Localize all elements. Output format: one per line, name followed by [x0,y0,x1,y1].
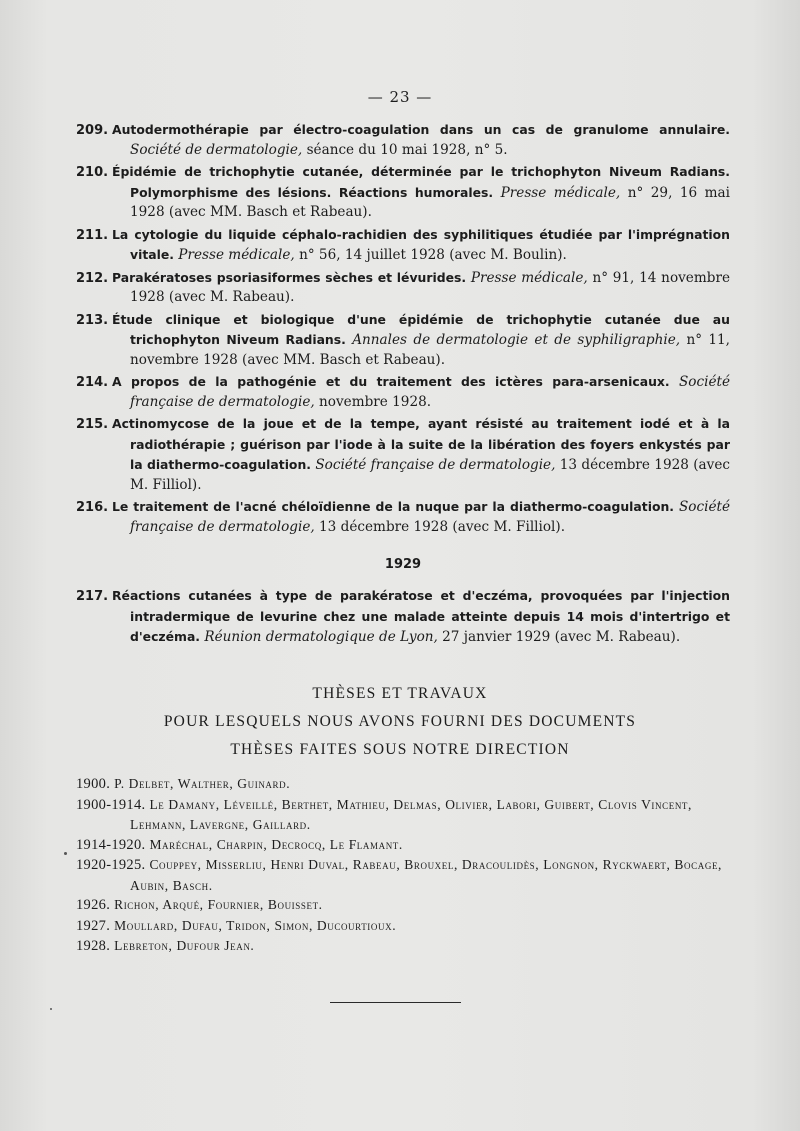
thesis-line [76,855,736,895]
bibliography-list [76,120,730,650]
thesis-years: 1914-1920. [76,836,146,853]
thesis-names: Richon, Arqué, Fournier, Bouisset. [114,897,323,912]
year-heading: 1929 [384,557,422,572]
entry-details: 27 janvier 1929 (avec M. Rabeau). [442,629,681,645]
bibliography-entry [76,372,730,412]
entries-1928 [76,120,730,537]
bibliography-entry [76,162,730,223]
paper-speck [50,1008,52,1010]
entry-details: n° 11, novembre 1928 (avec MM. Basch et Rabeau). [130,332,730,368]
thesis-years: 1927. [76,917,111,934]
entry-title: Réactions cutanées à type de parakératose et d'eczéma, provoquées par l'injection intradermique de levurine chez une malade atteinte depuis 14 mois d'intertrigo et d'eczéma. [112,588,730,644]
entry-number: 213. [76,312,109,328]
entry-source: Réunion dermatologique de Lyon, [204,629,438,645]
page-number: — 23 — [367,88,433,106]
entry-source: Société française de dermatologie, [315,457,556,473]
thesis-names: Couppey, Misserliu, Henri Duval, Rabeau, Brouxel, Dracoulidès, Longnon, Ryckwaert, Bocage, Aubin, Basch. [130,857,723,893]
entry-title: Autodermothérapie par électro-coagulation dans un cas de granulome annulaire. [112,122,730,137]
thesis-names: P. Delbet, Walther, Guinard. [114,776,291,791]
thesis-line [76,774,736,795]
bibliography-entry [76,414,730,495]
entry-number: 214. [76,375,109,390]
thesis-years: 1900-1914. [76,796,146,813]
thesis-line [76,835,736,856]
section-headings [0,680,800,764]
thesis-names: Moullard, Dufau, Tridon, Simon, Ducourtioux. [114,917,397,933]
entry-source: Presse médicale, [470,269,588,286]
entry-source: Presse médicale, [178,247,295,263]
thesis-names: Lebreton, Dufour Jean. [114,938,255,953]
paper-speck [64,852,67,855]
thesis-years: 1900. [76,776,111,792]
entry-title: La cytologie du liquide céphalo-rachidien des syphilitiques étudiée par l'imprégnation vitale. [112,226,730,262]
thesis-line [76,795,736,835]
entry-title: A propos de la pathogénie et du traitement des ictères para-arsenicaux. [112,374,670,389]
bibliography-entry [76,310,730,371]
bibliography-entry [76,120,730,160]
section-heading-3: THÈSES FAITES SOUS NOTRE DIRECTION [230,741,570,758]
thesis-line [76,916,736,937]
thesis-years: 1926. [76,897,111,913]
entry-title: Étude clinique et biologique d'une épidémie de trichophytie cutanée due au trichophyton Niveum Radians. [112,311,730,347]
entry-title: Épidémie de trichophytie cutanée, déterminée par le trichophyton Niveum Radians. Polymorphisme des lésions. Réactions humorales. [112,164,730,200]
thesis-line [76,936,736,957]
entry-number: 217. [76,589,109,604]
thesis-line [76,895,736,916]
entry-source: Presse médicale, [500,184,621,201]
entry-details: séance du 10 mai 1928, n° 5. [306,141,508,158]
entry-number: 209. [76,123,109,138]
entry-source: Société française de dermatologie, [130,374,730,410]
entry-title: Le traitement de l'acné chéloïdienne de la nuque par la diathermo-coagulation. [112,499,674,514]
bibliography-entry [76,586,730,648]
entry-title: Parakératoses psoriasiformes sèches et lévurides. [112,269,467,285]
entry-title: Actinomycose de la joue et de la tempe, ayant résisté au traitement iodé et à la radiothérapie ; guérison par l'iode à la suite de la libération des foyers enkystés par la diathermo-coagulation. [112,416,730,472]
bibliography-entry [76,225,730,266]
entry-details: 13 décembre 1928 (avec M. Filliol). [319,518,566,535]
thesis-years: 1928. [76,938,111,954]
bibliography-entry [76,268,730,308]
entry-details: n° 56, 14 juillet 1928 (avec M. Boulin). [299,247,567,263]
entry-number: 212. [76,270,109,286]
entry-details: n° 91, 14 novembre 1928 (avec M. Rabeau). [130,269,730,305]
thesis-names: Maréchal, Charpin, Decrocq, Le Flamant. [149,836,403,852]
entry-details: n° 29, 16 mai 1928 (avec MM. Basch et Rabeau). [130,184,730,220]
entry-number: 215. [76,417,109,432]
thesis-names: Le Damany, Léveillé, Berthet, Mathieu, Delmas, Olivier, Labori, Guibert, Clovis Vincent, Lehmann, Lavergne, Gaillard. [130,796,693,832]
theses-list [76,774,736,957]
bibliography-entry [76,497,730,537]
entry-number: 216. [76,500,109,515]
entry-details: novembre 1928. [319,393,432,410]
entry-source: Société française de dermatologie, [130,499,730,535]
entry-number: 211. [76,227,109,243]
thesis-years: 1920-1925. [76,857,146,873]
entry-source: Société de dermatologie, [130,141,303,158]
entry-details: 13 décembre 1928 (avec M. Filliol). [130,457,730,493]
entries-1929 [76,586,730,648]
entry-number: 210. [76,165,109,180]
closing-rule [330,1002,461,1003]
section-heading-2: POUR LESQUELS NOUS AVONS FOURNI DES DOCUMENTS [163,713,637,730]
entry-source: Annales de dermatologie et de syphiligraphie, [352,332,681,348]
section-heading-1: THÈSES ET TRAVAUX [312,685,488,702]
